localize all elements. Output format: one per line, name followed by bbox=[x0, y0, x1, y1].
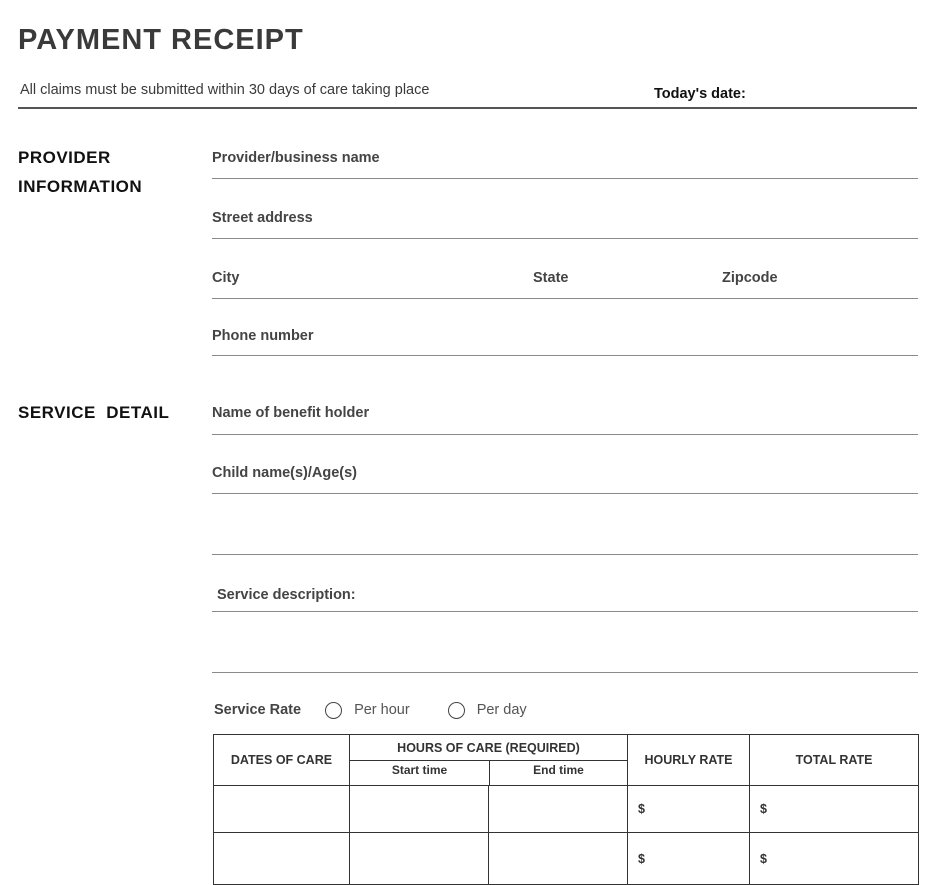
business-name-field[interactable] bbox=[212, 178, 918, 179]
service-description-field[interactable] bbox=[212, 611, 918, 612]
zipcode-label: Zipcode bbox=[722, 270, 778, 286]
street-address-field[interactable] bbox=[212, 238, 918, 239]
end-time-cell[interactable] bbox=[489, 833, 628, 885]
phone-number-field[interactable] bbox=[212, 355, 918, 356]
total-rate-header: TOTAL RATE bbox=[750, 735, 919, 786]
child-names-label: Child name(s)/Age(s) bbox=[212, 465, 358, 481]
end-time-cell[interactable] bbox=[489, 786, 628, 833]
table-row bbox=[214, 786, 919, 833]
per-hour-label: Per hour bbox=[354, 702, 410, 718]
per-hour-radio[interactable] bbox=[325, 702, 410, 719]
end-time-header: End time bbox=[533, 763, 584, 777]
per-day-radio[interactable] bbox=[448, 702, 527, 719]
start-time-cell[interactable] bbox=[350, 786, 489, 833]
date-cell[interactable] bbox=[214, 833, 350, 885]
radio-circle-icon[interactable] bbox=[325, 702, 342, 719]
child-names-field[interactable] bbox=[212, 493, 918, 494]
benefit-holder-label: Name of benefit holder bbox=[212, 405, 370, 421]
hourly-rate-cell[interactable]: $ bbox=[628, 786, 750, 833]
radio-circle-icon[interactable] bbox=[448, 702, 465, 719]
start-time-cell[interactable] bbox=[350, 833, 489, 885]
service-rate-label: Service Rate bbox=[214, 702, 302, 718]
total-rate-cell[interactable]: $ bbox=[750, 833, 919, 885]
business-name-label: Provider/business name bbox=[212, 150, 380, 166]
service-section-heading: SERVICE DETAIL bbox=[18, 403, 170, 422]
hourly-rate-header: HOURLY RATE bbox=[628, 735, 750, 786]
provider-section-heading bbox=[18, 143, 142, 201]
todays-date-label: Today's date: bbox=[654, 86, 746, 102]
table-row bbox=[214, 833, 919, 885]
start-time-header: Start time bbox=[350, 761, 490, 785]
city-state-zip-field[interactable] bbox=[212, 298, 918, 299]
per-day-label: Per day bbox=[476, 702, 527, 718]
dates-of-care-header: DATES OF CARE bbox=[214, 735, 350, 786]
page-title: PAYMENT RECEIPT bbox=[18, 24, 304, 56]
city-label: City bbox=[212, 270, 240, 286]
hours-of-care-header bbox=[350, 735, 628, 786]
header-divider bbox=[18, 107, 917, 109]
hours-of-care-title: HOURS OF CARE (REQUIRED) bbox=[350, 735, 627, 761]
service-description-field-extra[interactable] bbox=[212, 672, 918, 673]
phone-number-label: Phone number bbox=[212, 328, 314, 344]
service-description-label: Service description: bbox=[217, 587, 356, 603]
care-dates-table bbox=[213, 734, 919, 885]
child-names-field-extra[interactable] bbox=[212, 554, 918, 555]
date-cell[interactable] bbox=[214, 786, 350, 833]
benefit-holder-field[interactable] bbox=[212, 434, 918, 435]
street-address-label: Street address bbox=[212, 210, 313, 226]
table-header-row bbox=[214, 735, 919, 786]
hours-subheader bbox=[350, 761, 627, 785]
hourly-rate-cell[interactable]: $ bbox=[628, 833, 750, 885]
state-label: State bbox=[533, 270, 569, 286]
service-rate-group bbox=[214, 698, 565, 722]
provider-heading-line1: PROVIDER bbox=[18, 148, 111, 167]
claims-notice: All claims must be submitted within 30 days of care taking place bbox=[20, 82, 430, 98]
provider-heading-line2: INFORMATION bbox=[18, 177, 143, 196]
total-rate-cell[interactable]: $ bbox=[750, 786, 919, 833]
